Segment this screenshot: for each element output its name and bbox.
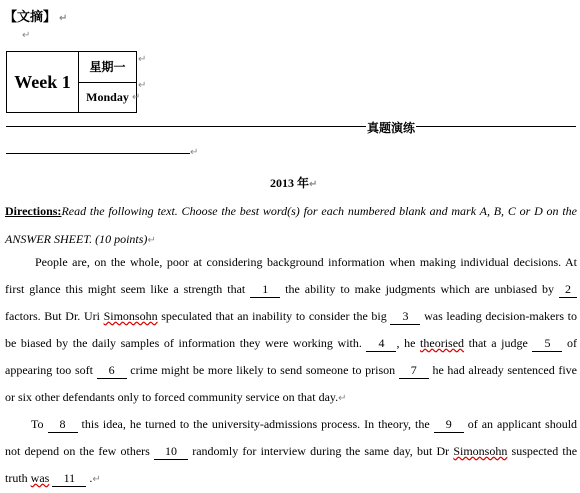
- directions-label: Directions:: [5, 204, 62, 218]
- paragraph-mark: ↵: [59, 13, 68, 24]
- blank-10[interactable]: 10: [154, 444, 188, 460]
- blank-5[interactable]: 5: [532, 336, 562, 352]
- paragraph-mark: ↵: [190, 147, 199, 158]
- section-title: 真题演练: [367, 121, 416, 135]
- blank-9[interactable]: 9: [434, 417, 464, 433]
- blank-1[interactable]: 1: [250, 282, 280, 298]
- cell-mark: ↵: [138, 54, 147, 65]
- document-header: [4, 6, 67, 25]
- year-heading: 2013 年↵: [270, 176, 318, 190]
- section-rule: [6, 126, 576, 127]
- spell-flag: Simonsohn: [453, 444, 508, 458]
- blank-3[interactable]: 3: [390, 309, 420, 325]
- header-label: 【文摘】: [4, 10, 57, 25]
- day-cn: 星期一: [79, 52, 137, 83]
- spell-flag: Simonsohn: [103, 309, 158, 323]
- blank-11[interactable]: 11: [52, 471, 86, 487]
- cell-mark: ↵: [138, 80, 147, 91]
- cell-mark: ↵: [132, 92, 141, 103]
- blank-7[interactable]: 7: [399, 363, 429, 379]
- blank-8[interactable]: 8: [48, 417, 78, 433]
- spell-flag: was: [30, 471, 50, 485]
- spell-flag: theorised: [420, 336, 465, 350]
- blank-6[interactable]: 6: [97, 363, 127, 379]
- passage-paragraph-1: People are, on the whole, poor at considering background information when making individual decisions. At first glance this might seem like a strength that 1 the ability to make judgments which are unbiased by 2 factors. But Dr. Uri Simonsohn speculated that an inability to consider the big 3 was leading decision-makers to be biased by the daily samples of information they were working with. 4 , he theorised that a judge 5 of appearing too soft 6 crime might be more likely to send someone to prison 7 he had already sentenced five or six other defendants only to forced community service on that day.↵: [5, 255, 578, 404]
- section-rule-continued: [6, 153, 190, 154]
- passage-paragraph-2: To 8 this idea, he turned to the university-admissions process. In theory, the 9 of an applicant should not depend on the few others 10 randomly for interview during the same day, but Dr Simonsohn suspected the truth was 11 .↵: [5, 417, 578, 485]
- day-en: Monday: [79, 82, 137, 113]
- directions-text: Read the following text. Choose the best word(s) for each numbered blank and mark A, B, C or D on the ANSWER SHEET. (10 points): [5, 204, 577, 246]
- paragraph-mark: ↵: [22, 30, 31, 41]
- week-box: [6, 51, 137, 113]
- blank-4[interactable]: 4: [366, 336, 396, 352]
- directions: Directions:Read the following text. Choose the best word(s) for each numbered blank and mark A, B, C or D on the ANSWER SHEET. (10 points)↵: [5, 204, 577, 246]
- week-label: Week 1: [7, 52, 79, 113]
- blank-2[interactable]: 2: [559, 282, 577, 298]
